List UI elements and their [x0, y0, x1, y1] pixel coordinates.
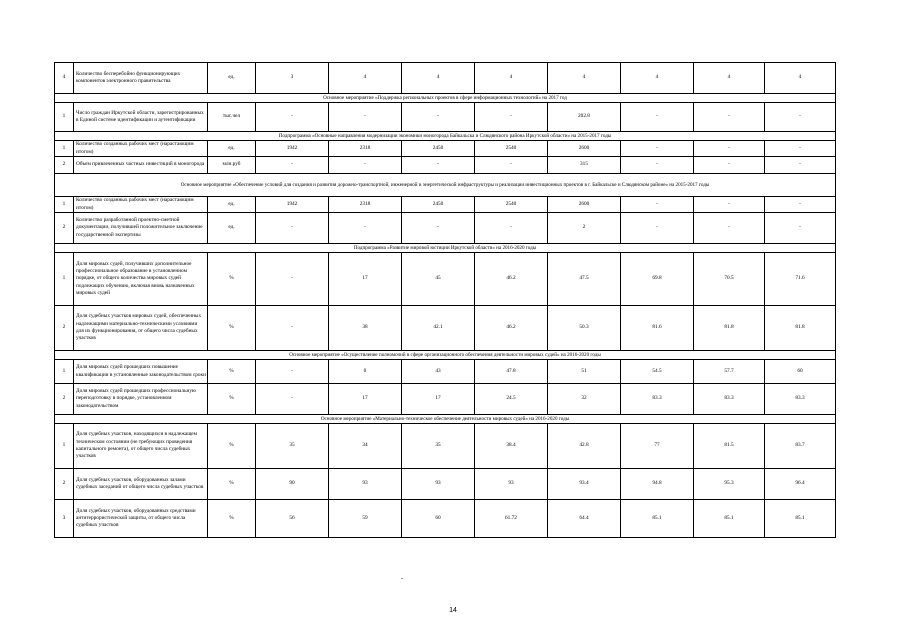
indicator-name: Доля мировых судей прошедших повышение квалификации в установленные законодательством сроки — [74, 360, 208, 384]
value-cell: 85.1 — [621, 500, 694, 538]
unit-cell: % — [208, 360, 256, 384]
value-cell: 93.4 — [548, 469, 621, 500]
table-row — [55, 500, 836, 538]
value-cell: 81.8 — [694, 306, 765, 351]
unit-cell: млн.руб — [208, 157, 256, 174]
value-cell: - — [329, 157, 402, 174]
value-cell: 38 — [329, 306, 402, 351]
value-cell: 3 — [256, 63, 329, 94]
section-title: Основное мероприятие «Поддержка региональных проектов в сфере информационных технологий» на 2017 год — [55, 94, 836, 103]
indicator-name: Доля мировых судей, получивших дополнительное профессиональное образование в установленном порядке, от общего количества мировых судей подлежащих обучению, включая вновь назначенных мировых судей — [74, 253, 208, 306]
section-header-row — [55, 244, 836, 253]
value-cell: 57.7 — [694, 360, 765, 384]
value-cell: - — [256, 157, 329, 174]
table-row — [55, 253, 836, 306]
table-row — [55, 197, 836, 213]
value-cell: 4 — [329, 63, 402, 94]
indicator-name: Объем привлеченных частных инвестиций в моногорода — [74, 157, 208, 174]
value-cell: - — [621, 213, 694, 244]
table-row — [55, 213, 836, 244]
value-cell: 4 — [402, 63, 475, 94]
page-number: 14 — [449, 607, 457, 614]
value-cell: 2600 — [548, 141, 621, 157]
value-cell: 71.6 — [765, 253, 836, 306]
value-cell: 35 — [402, 424, 475, 469]
value-cell: 93 — [402, 469, 475, 500]
section-title: Основное мероприятие «Осуществление полномочий в сфере организационного обеспечения деятельности мировых судей» на 2016-2020 годы — [55, 351, 836, 360]
value-cell: 46.2 — [475, 306, 548, 351]
value-cell: 2 — [548, 213, 621, 244]
value-cell: 54.5 — [621, 360, 694, 384]
value-cell: 38.4 — [475, 424, 548, 469]
value-cell: 81.6 — [621, 306, 694, 351]
indicator-name: Количество созданных рабочих мест (нарастающим итогом) — [74, 141, 208, 157]
value-cell: 32 — [548, 384, 621, 415]
value-cell: 70.5 — [694, 253, 765, 306]
indicator-name: Количество созданных рабочих мест (нарастающим итогом) — [74, 197, 208, 213]
value-cell: - — [329, 213, 402, 244]
value-cell: 96.4 — [765, 469, 836, 500]
row-number: 1 — [55, 103, 74, 132]
value-cell: - — [402, 103, 475, 132]
value-cell: - — [621, 141, 694, 157]
value-cell: 85.1 — [694, 500, 765, 538]
value-cell: 17 — [329, 253, 402, 306]
value-cell: 83.3 — [765, 384, 836, 415]
row-number: 2 — [55, 213, 74, 244]
value-cell: 46.2 — [475, 253, 548, 306]
value-cell: 42.1 — [402, 306, 475, 351]
value-cell: 83.3 — [621, 384, 694, 415]
section-header-row — [55, 174, 836, 197]
row-number: 1 — [55, 253, 74, 306]
value-cell: 95.3 — [694, 469, 765, 500]
value-cell: - — [256, 360, 329, 384]
unit-cell: ед. — [208, 197, 256, 213]
value-cell: 2318 — [329, 141, 402, 157]
value-cell: 17 — [329, 384, 402, 415]
section-title: Подпрограмма «Развитие мировой юстиции Иркутской области» на 2016-2020 годы — [55, 244, 836, 253]
table-row — [55, 141, 836, 157]
value-cell: - — [694, 213, 765, 244]
value-cell: 2318 — [329, 197, 402, 213]
value-cell: 64.4 — [548, 500, 621, 538]
row-number: 2 — [55, 157, 74, 174]
value-cell: 94.8 — [621, 469, 694, 500]
table-row — [55, 306, 836, 351]
table-row — [55, 384, 836, 415]
value-cell: 59 — [329, 500, 402, 538]
unit-cell: % — [208, 500, 256, 538]
value-cell: 17 — [402, 384, 475, 415]
value-cell: 83.7 — [765, 424, 836, 469]
value-cell: 90 — [256, 469, 329, 500]
section-title: Подпрограмма «Основные направления модернизации экономики моногорода Байкальска и Слюдянского района Иркутской области» на 2015-2017 годы — [55, 132, 836, 141]
row-number: 2 — [55, 306, 74, 351]
value-cell: 61.72 — [475, 500, 548, 538]
unit-cell: тыс.чел — [208, 103, 256, 132]
value-cell: 4 — [548, 63, 621, 94]
value-cell: - — [694, 197, 765, 213]
indicator-name: Количество разработанной проектно-сметной документации, получившей положительное заключение государственной экспертизы — [74, 213, 208, 244]
value-cell: 35 — [256, 424, 329, 469]
value-cell: 4 — [621, 63, 694, 94]
value-cell: 4 — [694, 63, 765, 94]
indicator-name: Доля судебных участков, оборудованных залами судебных заседаний от общего числа судебных участков — [74, 469, 208, 500]
value-cell: 60 — [765, 360, 836, 384]
value-cell: - — [621, 157, 694, 174]
indicator-name: Доля судебных участков, оборудованных средствами антитеррористической защиты, от общего числа судебных участков — [74, 500, 208, 538]
table-row — [55, 469, 836, 500]
section-header-row — [55, 415, 836, 424]
value-cell: 85.1 — [765, 500, 836, 538]
indicator-name: Доля мировых судей прошедших профессиональную переподготовку в порядке, установленном законодательством — [74, 384, 208, 415]
value-cell: - — [621, 103, 694, 132]
indicator-name: Количество бесперебойно функционирующих компонентов электронного правительства — [74, 63, 208, 94]
unit-cell: % — [208, 424, 256, 469]
value-cell: 24.5 — [475, 384, 548, 415]
value-cell: - — [475, 103, 548, 132]
value-cell: 4 — [475, 63, 548, 94]
value-cell: - — [329, 103, 402, 132]
value-cell: 4 — [765, 63, 836, 94]
value-cell: 45 — [402, 253, 475, 306]
value-cell: 47.5 — [548, 253, 621, 306]
value-cell: - — [256, 306, 329, 351]
row-number: 1 — [55, 424, 74, 469]
row-number: 1 — [55, 141, 74, 157]
table-row — [55, 157, 836, 174]
value-cell: 93 — [475, 469, 548, 500]
value-cell: 42.8 — [548, 424, 621, 469]
indicator-name: Доля судебных участков, находящихся в надлежащем техническом состоянии (не требующих проведения капитального ремонта), от общего числа судебных участков — [74, 424, 208, 469]
value-cell: - — [694, 103, 765, 132]
row-number: 1 — [55, 360, 74, 384]
value-cell: 77 — [621, 424, 694, 469]
table-body — [55, 63, 836, 538]
indicator-name: Число граждан Иркутской области, зарегистрированных в Единой системе идентификации и аутентификации — [74, 103, 208, 132]
value-cell: 43 — [402, 360, 475, 384]
value-cell: 93 — [329, 469, 402, 500]
value-cell: 34 — [329, 424, 402, 469]
value-cell: - — [765, 213, 836, 244]
table-row — [55, 360, 836, 384]
table-row — [55, 103, 836, 132]
value-cell: 83.3 — [694, 384, 765, 415]
indicators-table — [54, 62, 836, 538]
value-cell: - — [256, 213, 329, 244]
unit-cell: ед. — [208, 213, 256, 244]
value-cell: - — [475, 157, 548, 174]
value-cell: 51 — [548, 360, 621, 384]
table-row — [55, 424, 836, 469]
value-cell: 81.8 — [765, 306, 836, 351]
unit-cell: % — [208, 306, 256, 351]
value-cell: - — [765, 197, 836, 213]
value-cell: 2600 — [548, 197, 621, 213]
value-cell: 56 — [256, 500, 329, 538]
value-cell: 47.8 — [475, 360, 548, 384]
value-cell: 2450 — [402, 141, 475, 157]
value-cell: 1942 — [256, 197, 329, 213]
table-row — [55, 63, 836, 94]
scan-speck — [401, 578, 403, 579]
row-number: 2 — [55, 384, 74, 415]
unit-cell: % — [208, 384, 256, 415]
value-cell: 315 — [548, 157, 621, 174]
section-header-row — [55, 132, 836, 141]
value-cell: - — [765, 103, 836, 132]
value-cell: 69.8 — [621, 253, 694, 306]
value-cell: 2450 — [402, 197, 475, 213]
value-cell: 2540 — [475, 141, 548, 157]
value-cell: - — [765, 157, 836, 174]
value-cell: 60 — [402, 500, 475, 538]
value-cell: - — [621, 197, 694, 213]
value-cell: - — [694, 157, 765, 174]
value-cell: 50.3 — [548, 306, 621, 351]
value-cell: 81.5 — [694, 424, 765, 469]
unit-cell: % — [208, 253, 256, 306]
value-cell: - — [475, 213, 548, 244]
value-cell: - — [256, 253, 329, 306]
section-title: Основное мероприятие «Обеспечение условий для создания и развития дорожно-транспортной, инженерной и энергетической инфраструктуры и реализации инвестиционных проектов в г. Байкальске и Слюдянском районе» на 2015-2017 годы — [55, 174, 836, 197]
value-cell: - — [765, 141, 836, 157]
value-cell: - — [402, 157, 475, 174]
value-cell: 1942 — [256, 141, 329, 157]
value-cell: 0 — [329, 360, 402, 384]
value-cell: - — [694, 141, 765, 157]
unit-cell: ед. — [208, 141, 256, 157]
value-cell: - — [402, 213, 475, 244]
value-cell: - — [256, 103, 329, 132]
indicator-name: Доля судебных участков мировых судей, обеспеченных надлежащими материально-техническими условиями для их функционирования, от общего числа судебных участков — [74, 306, 208, 351]
value-cell: - — [256, 384, 329, 415]
section-title: Основное мероприятие «Материально-техническое обеспечение деятельности мировых судей» на 2016-2020 годы — [55, 415, 836, 424]
row-number: 1 — [55, 197, 74, 213]
section-header-row — [55, 351, 836, 360]
value-cell: 2540 — [475, 197, 548, 213]
unit-cell: ед. — [208, 63, 256, 94]
section-header-row — [55, 94, 836, 103]
value-cell: 202.8 — [548, 103, 621, 132]
row-number: 4 — [55, 63, 74, 94]
row-number: 3 — [55, 500, 74, 538]
unit-cell: % — [208, 469, 256, 500]
row-number: 2 — [55, 469, 74, 500]
